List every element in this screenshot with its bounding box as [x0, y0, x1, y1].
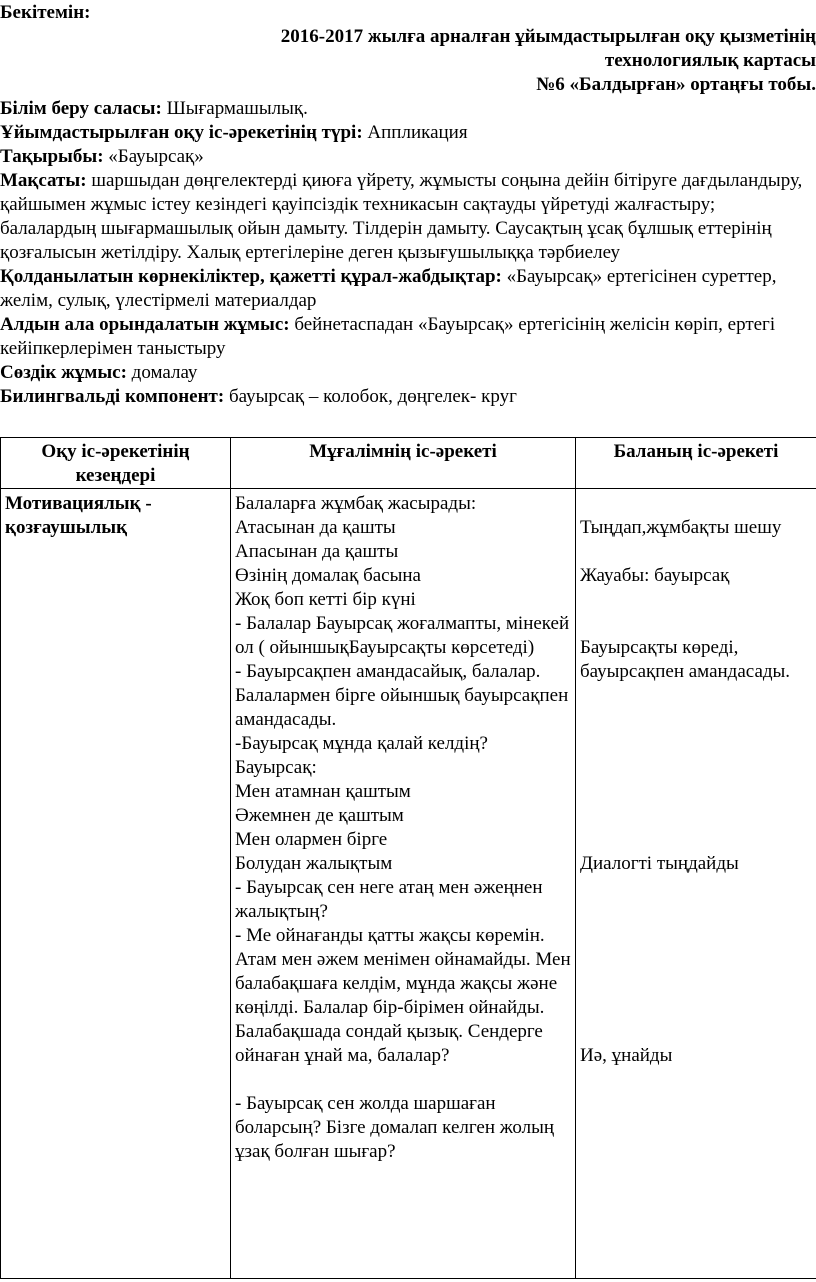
header-child: Баланың іс-әрекеті: [576, 438, 816, 489]
field-prework-value: бейнетаспадан «Бауырсақ» ертегісінің желісін көріп, ертегі кейіпкерлерімен таныстыру: [0, 314, 776, 359]
field-topic-value: «Бауырсақ»: [103, 146, 204, 167]
field-bilingual-value: бауырсақ – колобок, дөңгелек- круг: [224, 386, 517, 407]
header-stages: Оқу іс-әрекетінің кезеңдері: [1, 438, 231, 489]
field-bilingual-label: Билингвальді компонент:: [0, 386, 225, 407]
field-type: [0, 121, 816, 145]
field-bilingual: [0, 385, 816, 409]
document-title-line-2: технологиялық картасы: [604, 50, 816, 71]
field-vocab-label: Сөздік жұмыс:: [0, 362, 127, 383]
lesson-table: [0, 437, 816, 1279]
stage-cell: Мотивациялық - қозғаушылық: [1, 489, 231, 1279]
child-activity-cell: Тыңдап,жұмбақты шешу Жауабы: бауырсақ Бауырсақты көреді, бауырсақпен амандасады. Диалогті тыңдайды Иә, ұнайды: [576, 489, 816, 1279]
field-prework: [0, 313, 816, 361]
field-tools: [0, 265, 816, 313]
field-goal: [0, 169, 816, 265]
field-vocab: [0, 361, 816, 385]
document-title-line-1: 2016-2017 жылға арналған ұйымдастырылған оқу қызметінің: [280, 26, 816, 47]
field-tools-label: Қолданылатын көрнекіліктер, қажетті құрал-жабдықтар:: [0, 266, 502, 287]
document-title-line-3: №6 «Балдырған» ортаңғы тобы.: [536, 74, 816, 95]
field-vocab-value: домалау: [126, 362, 198, 383]
field-type-label: Ұйымдастырылған оқу іс-әрекетінің түрі:: [0, 122, 363, 143]
field-tools-value: «Бауырсақ» ертегісінен суреттер, желім, сулық, үлестірмелі материалдар: [0, 266, 777, 311]
field-type-value: Аппликация: [362, 122, 468, 143]
header-teacher: Мұғалімнің іс-әрекеті: [231, 438, 576, 489]
field-area-label: Білім беру саласы:: [0, 98, 162, 119]
field-prework-label: Алдын ала орындалатын жұмыс:: [0, 314, 290, 335]
field-goal-value: шаршыдан дөңгелектерді қиюға үйрету, жұмысты соңына дейін бітіруге дағдыландыру, қайшымен жұмыс істеу кезіндегі қауіпсіздік техникасын сақтауды үйретуді жалғастыру; балалардың шығармашылық ойын дамыту. Тілдерін дамыту. Саусақтың ұсақ бұлшық еттерінің қозғалысын жетілдіру. Халық ертегілеріне деген қызығушылыққа тәрбиелеу: [0, 170, 803, 263]
table-header-row: [1, 438, 816, 489]
approval-label: Бекітемін:: [0, 2, 91, 23]
field-topic: [0, 145, 816, 169]
field-area: [0, 97, 816, 121]
field-topic-label: Тақырыбы:: [0, 146, 104, 167]
field-area-value: Шығармашылық.: [161, 98, 308, 119]
field-goal-label: Мақсаты:: [0, 170, 87, 191]
teacher-activity-cell: Балаларға жұмбақ жасырады: Атасынан да қашты Апасынан да қашты Өзінің домалақ басына Жоқ боп кетті бір күні - Балалар Бауырсақ жоғалмапты, мінекей ол ( ойыншықБауырсақты көрсетеді) - Бауырсақпен амандасайық, балалар. Балалармен бірге ойыншық бауырсақпен амандасады. -Бауырсақ мұнда қалай келдің? Бауырсақ: Мен атамнан қаштым Әжемнен де қаштым Мен олармен бірге Болудан жалықтым - Бауырсақ сен неге атаң мен әжеңнен жалықтың? - Ме ойнағанды қатты жақсы көремін. Атам мен әжем менімен ойнамайды. Мен балабақшаға келдім, мұнда жақсы және көңілді. Балалар бір-бірімен ойнайды. Балабақшада сондай қызық. Сендерге ойнаған ұнай ма, балалар? - Бауырсақ сен жолда шаршаған боларсың? Бізге домалап келген жолың ұзақ болған шығар?: [231, 489, 576, 1279]
table-row: [1, 489, 816, 1279]
document-page: [0, 0, 816, 409]
